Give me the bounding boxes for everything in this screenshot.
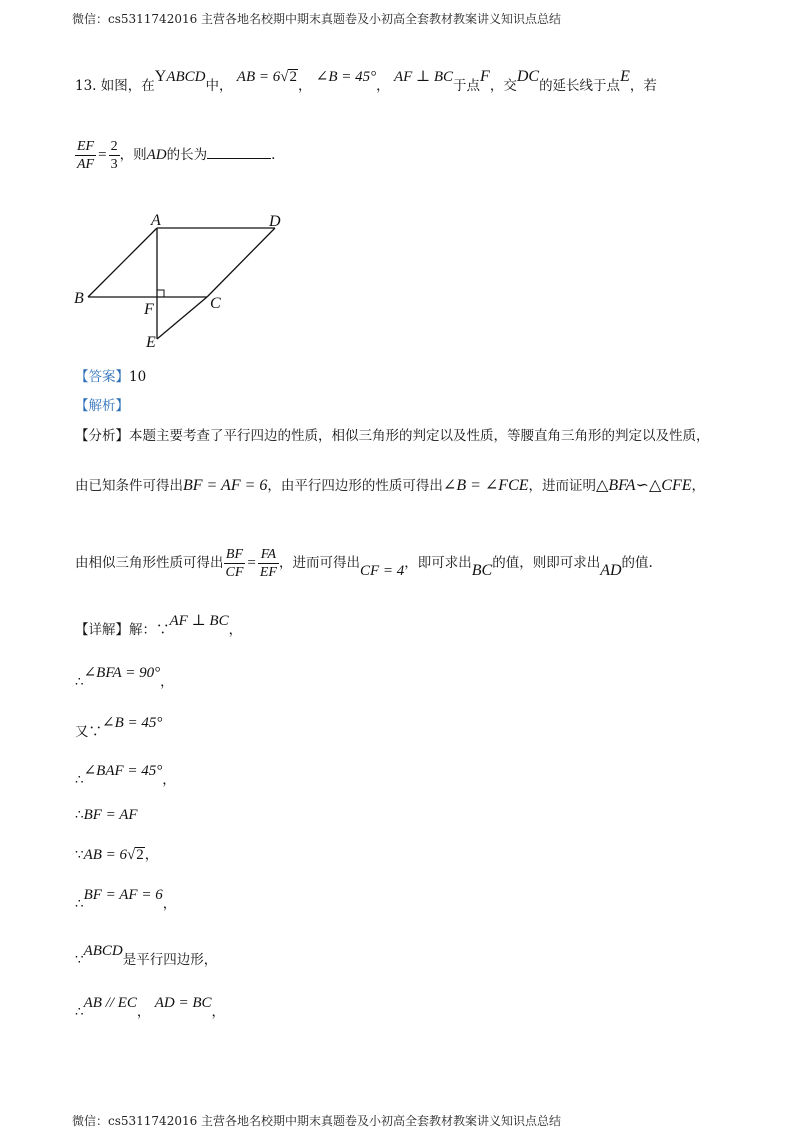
- detail-step-5: [75, 807, 138, 824]
- equals-sign: =: [247, 555, 256, 571]
- comma: ，: [297, 78, 312, 94]
- answer-label: 【答案】: [75, 369, 129, 385]
- math-af-perp-bc: AF ⊥ BC: [169, 613, 229, 629]
- text-length-of: 的长为: [166, 147, 208, 163]
- label-d: D: [269, 213, 281, 230]
- math-angle-b: ∠B = 45°: [315, 69, 377, 85]
- detail-step-9: [75, 995, 226, 1021]
- math-angle-baf: ∠BAF = 45°: [83, 763, 163, 779]
- comma: ，: [691, 478, 706, 494]
- math-cf-4: CF = 4: [359, 563, 405, 579]
- text: ，进而可得出: [278, 555, 360, 571]
- geometry-figure: [60, 205, 300, 355]
- math-abcd: ABCD: [166, 69, 206, 85]
- answer-value: 10: [129, 369, 147, 385]
- comma: ，: [228, 622, 243, 638]
- math-angle-equality: ∠B = ∠FCE: [442, 477, 529, 494]
- fraction-denominator: 3: [110, 157, 118, 172]
- question-stem-line2: [75, 138, 275, 173]
- segment-dc: [207, 228, 275, 297]
- answer-line: [75, 365, 146, 385]
- math-dc: DC: [516, 68, 540, 85]
- comma: ，: [136, 1004, 151, 1020]
- because-symbol: ∵: [75, 952, 84, 968]
- answer-blank: [207, 146, 271, 159]
- period: .: [271, 147, 276, 163]
- fraction-numerator: EF: [77, 139, 95, 154]
- fraction-numerator: 2: [110, 139, 118, 154]
- math-angle-b: ∠B = 45°: [102, 715, 163, 731]
- fraction-numerator: BF: [224, 546, 246, 564]
- fraction-denominator: CF: [225, 565, 244, 580]
- comma: ，: [211, 1004, 226, 1020]
- detail-step-1: [75, 613, 243, 639]
- math-bf-af: BF = AF: [83, 807, 138, 823]
- math-point-f: F: [480, 68, 490, 85]
- text-ruo: ，若: [629, 78, 657, 94]
- label-c: C: [210, 295, 221, 312]
- analysis-line2: [75, 474, 705, 495]
- page-header: 微信：cs5311742016 主营各地名校期中期末真题卷及小初高全套教材教案讲义知识点总结: [72, 12, 562, 26]
- math-ab-value: AB = 6√2: [83, 847, 144, 863]
- math-bf-af-6: BF = AF = 6: [183, 477, 268, 494]
- segment-ce: [157, 297, 207, 339]
- math-ab-parallel-ec: AB // EC: [83, 995, 137, 1011]
- question-number: 13. 如图，在: [75, 78, 155, 94]
- question-stem-line1: [75, 68, 657, 95]
- right-angle-mark: [157, 290, 164, 297]
- math-similar-triangles: △BFA∽△CFE: [596, 477, 692, 494]
- text: ，进而证明: [528, 478, 597, 494]
- text-jiao: ，交: [489, 78, 517, 94]
- label-f: F: [144, 301, 154, 318]
- label-b: B: [74, 290, 84, 307]
- math-abcd: ABCD: [83, 943, 123, 959]
- comma: ，: [144, 847, 159, 863]
- comma: ，: [162, 896, 177, 912]
- detail-step-3: [75, 715, 163, 741]
- math-sqrt-2: 2: [136, 847, 144, 863]
- therefore-symbol: ∴: [75, 896, 84, 912]
- comma: ，: [160, 674, 174, 690]
- comma: ，: [376, 78, 390, 94]
- text: 又∵: [75, 724, 102, 740]
- math-ad-eq-bc: AD = BC: [154, 995, 212, 1011]
- math-af-perp-bc: AF ⊥ BC: [393, 69, 454, 85]
- therefore-symbol: ∴: [75, 1004, 84, 1020]
- fraction-ef-af: [75, 138, 96, 173]
- text-yu-dian: 于点: [453, 78, 481, 94]
- because-symbol: ∵: [75, 847, 84, 863]
- fraction-2-3: [109, 138, 120, 173]
- analysis-line3: [75, 546, 653, 581]
- fraction-denominator: AF: [77, 157, 95, 172]
- text: 的值，则即可求出: [492, 555, 601, 571]
- text-zhong: 中，: [205, 78, 233, 94]
- math-ad: AD: [600, 562, 622, 579]
- text: ，即可求出: [404, 555, 472, 571]
- therefore-symbol: ∴: [75, 807, 84, 823]
- detail-step-7: [75, 887, 177, 913]
- label-e: E: [146, 334, 156, 351]
- analysis-label: 【解析】: [75, 398, 129, 414]
- comma: ，: [162, 772, 176, 788]
- fraction-denominator: EF: [259, 565, 277, 580]
- therefore-symbol: ∴: [75, 674, 84, 690]
- fraction-numerator: FA: [258, 546, 279, 564]
- text-extension: 的延长线于点: [539, 78, 621, 94]
- segment-ab: [88, 228, 157, 297]
- detail-step-6: [75, 843, 158, 864]
- parallelogram-symbol: Y: [154, 68, 167, 85]
- page-footer: 微信：cs5311742016 主营各地名校期中期末真题卷及小初高全套教材教案讲义知识点总结: [72, 1114, 562, 1128]
- text: 【详解】解：∵: [75, 622, 170, 638]
- detail-step-4: [75, 763, 176, 789]
- text: 是平行四边形，: [122, 952, 218, 968]
- text-ze: ，则: [119, 147, 147, 163]
- math-bf-af-6: BF = AF = 6: [83, 887, 163, 903]
- therefore-symbol: ∴: [75, 772, 84, 788]
- text: 的值.: [621, 555, 653, 571]
- fraction-bf-cf: [224, 546, 246, 581]
- math-point-e: E: [620, 68, 630, 85]
- math-sqrt-2: 2: [289, 69, 297, 85]
- text: ，由平行四边形的性质可得出: [267, 478, 443, 494]
- math-bc: BC: [471, 562, 493, 579]
- math-ab-value: AB = 6: [236, 69, 281, 85]
- fraction-fa-ef: [258, 546, 279, 581]
- math-angle-bfa: ∠BFA = 90°: [83, 665, 161, 681]
- detail-step-2: [75, 665, 174, 691]
- label-a: A: [151, 212, 161, 229]
- math-ab-eq: AB = 6: [83, 847, 128, 863]
- detail-step-8: [75, 943, 218, 969]
- analysis-line1: 【分析】本题主要考查了平行四边的性质，相似三角形的判定以及性质，等腰直角三角形的判定以及性质，: [75, 428, 710, 444]
- equals-sign: =: [98, 147, 107, 163]
- math-ab-eq: AB = 6√2: [236, 69, 297, 85]
- math-ad: AD: [146, 147, 167, 163]
- text: 由相似三角形性质可得出: [75, 555, 224, 571]
- text: 由已知条件可得出: [75, 478, 183, 494]
